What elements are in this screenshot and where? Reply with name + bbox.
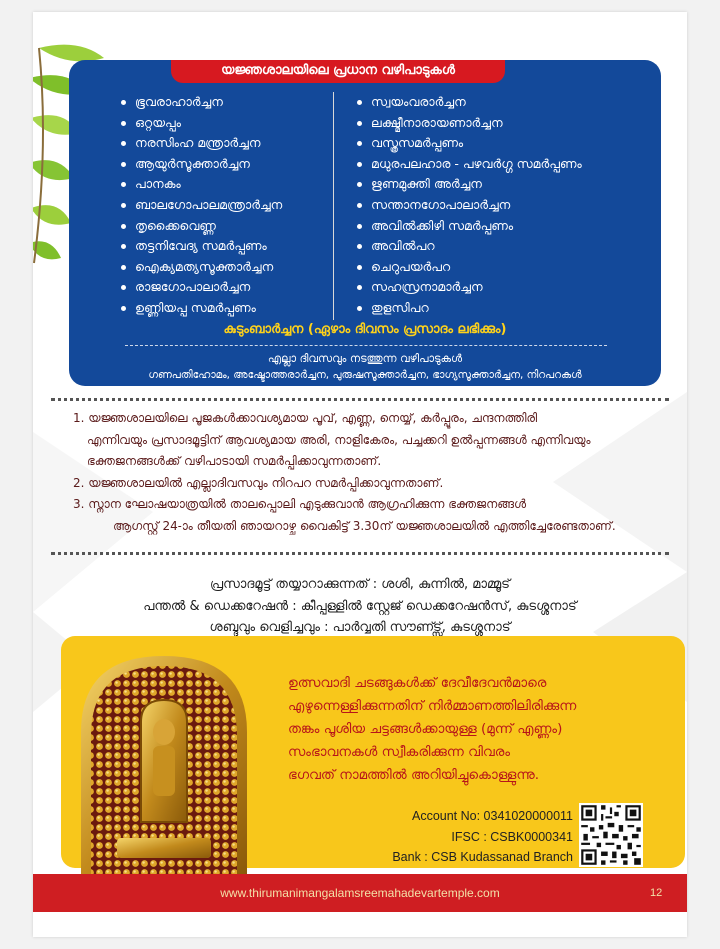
bullet-icon	[121, 203, 126, 208]
list-item: ഐക്യമത്യസൂക്താർച്ചന	[121, 257, 282, 278]
bullet-icon	[121, 182, 126, 187]
daily-offerings-title: എല്ലാ ദിവസവും നടത്തുന്ന വഴിപാടുകൾ	[267, 352, 463, 365]
bullet-icon	[357, 224, 362, 229]
credit-line: ശബ്ദവും വെളിച്ചവും : പാർവ്വതി സൗണ്ട്സ്, കുടശ്ശനാട്	[209, 620, 511, 635]
list-item: രാജഗോപാലാർച്ചന	[121, 277, 282, 298]
list-item: തുളസിപറ	[357, 298, 582, 319]
bullet-icon	[357, 285, 362, 290]
credits-section	[53, 574, 667, 639]
bullet-icon	[357, 244, 362, 249]
bank-details	[333, 806, 573, 868]
bullet-icon	[121, 121, 126, 126]
bullet-icon	[357, 306, 362, 311]
appeal-line: എഴുന്നെള്ളിക്കുന്നതിന് നിർമ്മാണത്തിലിരിക്കുന്ന	[288, 698, 577, 714]
column-divider	[333, 92, 334, 320]
family-archana-note: കുടുംബാർച്ചന (ഏഴാം ദിവസം പ്രസാദം ലഭിക്കും)	[223, 322, 507, 337]
daily-offerings-list: ഗണപതിഹോമം, അഷ്ടോത്തരാർച്ചന, പുരുഷസൂക്താർച്ചന, ഭാഗ്യസൂക്താർച്ചന, നിറപറകൾ	[148, 369, 582, 381]
note-line: 2. യജ്ഞശാലയിൽ എല്ലാദിവസവും നിറപറ സമർപ്പിക്കാവുന്നതാണ്.	[73, 475, 444, 490]
list-item: ഋണമുക്തി അർച്ചന	[357, 174, 582, 195]
credit-line: പന്തൽ & ഡെക്കറേഷൻ : കീപ്പള്ളിൽ സ്റ്റേജ് ഡെക്കറേഷൻസ്, കുടശ്ശനാട്	[143, 598, 577, 614]
list-item: ഉണ്ണിയപ്പ സമർപ്പണം	[121, 298, 282, 319]
note-line: ഭക്തജനങ്ങൾക്ക് വഴിപാടായി സമർപ്പിക്കാവുന്നതാണ്.	[87, 454, 382, 468]
list-item: ബാലഗോപാലമന്ത്രാർച്ചന	[121, 195, 282, 216]
kavacham-image	[77, 652, 251, 874]
donation-appeal	[288, 672, 668, 787]
bullet-icon	[121, 244, 126, 249]
list-item: വസ്ത്രസമർപ്പണം	[357, 133, 582, 154]
list-item: സഹസ്രനാമാർച്ചന	[357, 277, 582, 298]
bullet-icon	[121, 162, 126, 167]
offerings-list-left	[121, 92, 282, 319]
appeal-line: തങ്കം പൂശിയ ചട്ടങ്ങൾക്കായുള്ള (മുന്ന് എണ്ണം)	[288, 721, 563, 737]
bullet-icon	[121, 285, 126, 290]
notes-section	[73, 408, 673, 537]
list-item: ആയുർസൂക്താർച്ചന	[121, 154, 282, 175]
credit-line: പ്രസാദമൂട്ട് തയ്യാറാക്കുന്നത് : ശശി, കുന്നിൽ, മാമ്മൂട്	[209, 577, 511, 592]
note-line: ആഗസ്റ്റ് 24-ാം തീയതി ഞായറാഴ്ച വൈകിട്ട് 3.30ന് യജ്ഞശാലയിൽ എത്തിച്ചേരേണ്ടതാണ്.	[113, 518, 616, 533]
list-item: ചെറുപയർപറ	[357, 257, 582, 278]
list-item: അവിൽക്കിഴി സമർപ്പണം	[357, 216, 582, 237]
list-item: സന്താനഗോപാലാർച്ചന	[357, 195, 582, 216]
bullet-icon	[357, 162, 362, 167]
note-line: 3. സ്നാന ഘോഷയാത്രയിൽ താലപ്പൊലി എടുക്കുവാൻ ആഗ്രഹിക്കുന്ന ഭക്തജനങ്ങൾ	[73, 497, 527, 511]
list-item: നരസിംഹ മന്ത്രാർച്ചന	[121, 133, 282, 154]
note-line: 1. യജ്ഞശാലയിലെ പൂജകൾക്കാവശ്യമായ പൂവ്, എണ്ണ, നെയ്യ്, കർപ്പൂരം, ചന്ദനത്തിരി	[73, 411, 538, 425]
divider	[125, 345, 607, 346]
offerings-title: യജ്ഞശാലയിലെ പ്രധാന വഴിപാടുകൾ	[171, 60, 505, 83]
bullet-icon	[357, 265, 362, 270]
list-item: ഭൂവരാഹാർച്ചന	[121, 92, 282, 113]
appeal-line: ഉത്സവാദി ചടങ്ങുകൾക്ക് ദേവീദേവൻമാരെ	[288, 675, 547, 691]
account-number: Account No: 0341020000011	[411, 809, 573, 823]
list-item: സ്വയംവരാർച്ചന	[357, 92, 582, 113]
list-item: ലക്ഷ്മീനാരായണാർച്ചന	[357, 113, 582, 134]
ifsc-code: IFSC : CSBK0000341	[451, 829, 573, 844]
qr-code-icon[interactable]	[579, 803, 643, 867]
appeal-line: സംഭാവനകൾ സ്വീകരിക്കുന്ന വിവരം	[288, 744, 511, 760]
list-item: പാനകം	[121, 174, 282, 195]
appeal-line: ഭഗവത് നാമത്തിൽ അറിയിച്ചുകൊള്ളുന്നു.	[288, 767, 540, 783]
list-item: ഒറ്റയപ്പം	[121, 113, 282, 134]
list-item: അവിൽപറ	[357, 236, 582, 257]
footer-bar	[33, 874, 687, 912]
divider	[51, 398, 669, 401]
brochure-page	[33, 12, 687, 937]
website-link[interactable]: www.thirumanimangalamsreemahadevartemple.com	[220, 886, 500, 900]
bullet-icon	[121, 100, 126, 105]
list-item: മധുരപലഹാര - പഴവർഗ്ഗ സമർപ്പണം	[357, 154, 582, 175]
list-item: തൃക്കൈവെണ്ണ	[121, 216, 282, 237]
offerings-list-right	[357, 92, 582, 319]
list-item: തട്ടനിവേദ്യ സമർപ്പണം	[121, 236, 282, 257]
bullet-icon	[121, 141, 126, 146]
bullet-icon	[357, 203, 362, 208]
bullet-icon	[357, 141, 362, 146]
divider	[51, 552, 669, 555]
bullet-icon	[121, 224, 126, 229]
bullet-icon	[357, 121, 362, 126]
bullet-icon	[357, 100, 362, 105]
note-line: എന്നിവയും പ്രസാദമൂട്ടിന് ആവശ്യമായ അരി, നാളികേരം, പച്ചക്കറി ഉൽപ്പന്നങ്ങൾ എന്നിവയും	[87, 432, 591, 447]
bullet-icon	[357, 182, 362, 187]
bullet-icon	[121, 306, 126, 311]
page-number: 12	[650, 887, 663, 899]
bullet-icon	[121, 265, 126, 270]
bank-branch: Bank : CSB Kudassanad Branch	[392, 850, 573, 864]
